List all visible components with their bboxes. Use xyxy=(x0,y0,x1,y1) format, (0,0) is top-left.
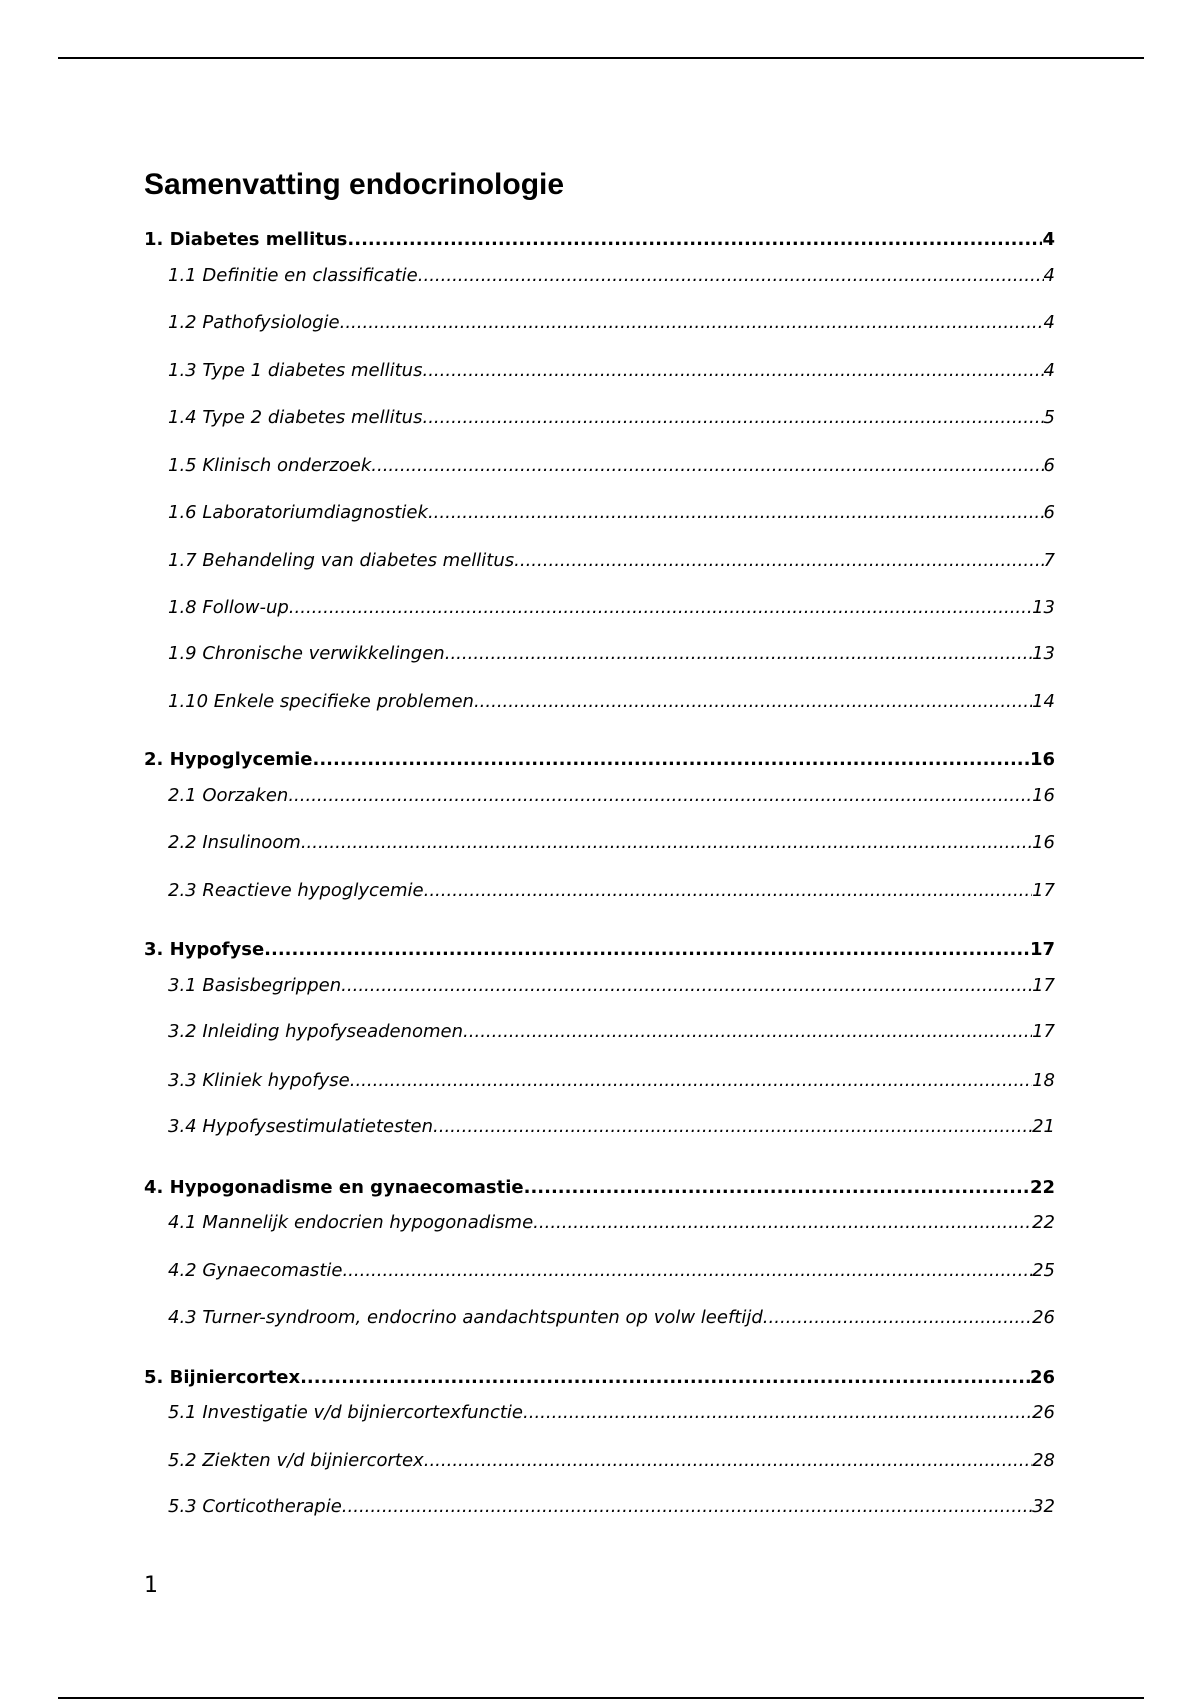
toc-leader-dots xyxy=(514,549,1043,573)
toc-entry-title: 5.1 Investigatie v/d bijniercortexfunctie xyxy=(168,1402,523,1423)
toc-entry-1-2[interactable] xyxy=(144,311,1055,335)
toc-entry-title: 3.1 Basisbegrippen xyxy=(168,975,342,996)
toc-leader-dots xyxy=(422,359,1043,383)
toc-entry-title: 2. Hypoglycemie xyxy=(144,749,313,770)
toc-entry-title: 3.3 Kliniek hypofyse xyxy=(168,1070,350,1091)
toc-leader-dots xyxy=(312,748,1029,772)
toc-entry-title: 4.3 Turner-syndroom, endocrino aandachtspunten op volw leeftijd xyxy=(168,1307,763,1328)
toc-leader-dots xyxy=(433,1115,1032,1139)
toc-entry-5-2[interactable] xyxy=(144,1449,1055,1473)
toc-entry-page: 18 xyxy=(1032,1070,1055,1091)
toc-entry-title: 4.1 Mannelijk endocrien hypogonadisme xyxy=(168,1212,534,1233)
toc-entry-1[interactable] xyxy=(144,228,1055,252)
toc-entry-title: 2.1 Oorzaken xyxy=(168,785,289,806)
toc-entry-page: 25 xyxy=(1032,1260,1055,1281)
toc-entry-title: 3.2 Inleiding hypofyseadenomen xyxy=(168,1021,464,1042)
toc-entry-5-1[interactable] xyxy=(144,1401,1055,1425)
toc-entry-title: 1.8 Follow-up xyxy=(168,597,289,618)
toc-entry-title: 5. Bijniercortex xyxy=(144,1367,301,1388)
toc-leader-dots xyxy=(428,501,1044,525)
toc-entry-title: 1.5 Klinisch onderzoek xyxy=(168,455,372,476)
toc-entry-page: 4 xyxy=(1043,265,1055,286)
toc-entry-page: 22 xyxy=(1032,1212,1055,1233)
page-title: Samenvatting endocrinologie xyxy=(144,168,565,201)
toc-leader-dots xyxy=(523,1401,1032,1425)
toc-entry-page: 28 xyxy=(1032,1450,1055,1471)
toc-entry-page: 17 xyxy=(1029,939,1055,960)
toc-leader-dots xyxy=(342,1495,1032,1519)
toc-entry-1-3[interactable] xyxy=(144,359,1055,383)
toc-entry-page: 16 xyxy=(1032,832,1055,853)
toc-entry-1-7[interactable] xyxy=(144,549,1055,573)
toc-entry-2-1[interactable] xyxy=(144,784,1055,808)
toc-leader-dots xyxy=(422,406,1043,430)
toc-entry-title: 1.2 Pathofysiologie xyxy=(168,312,340,333)
page-number: 1 xyxy=(144,1573,158,1598)
toc-leader-dots xyxy=(524,1176,1030,1200)
toc-entry-1-1[interactable] xyxy=(144,264,1055,288)
toc-entry-4-3[interactable] xyxy=(144,1306,1055,1330)
toc-entry-3-3[interactable] xyxy=(144,1069,1055,1093)
toc-entry-page: 4 xyxy=(1043,312,1055,333)
toc-entry-5[interactable] xyxy=(144,1366,1055,1390)
toc-entry-title: 5.2 Ziekten v/d bijniercortex xyxy=(168,1450,424,1471)
toc-leader-dots xyxy=(350,1069,1032,1093)
toc-entry-1-4[interactable] xyxy=(144,406,1055,430)
toc-entry-title: 1.7 Behandeling van diabetes mellitus xyxy=(168,550,515,571)
toc-leader-dots xyxy=(300,1366,1030,1390)
toc-entry-page: 6 xyxy=(1043,455,1055,476)
toc-entry-title: 1.10 Enkele specifieke problemen xyxy=(168,691,474,712)
toc-leader-dots xyxy=(289,596,1032,620)
toc-entry-page: 26 xyxy=(1029,1367,1055,1388)
toc-leader-dots xyxy=(341,974,1032,998)
toc-entry-2-3[interactable] xyxy=(144,879,1055,903)
toc-leader-dots xyxy=(763,1306,1032,1330)
toc-entry-title: 1.1 Definitie en classificatie xyxy=(168,265,418,286)
toc-entry-3[interactable] xyxy=(144,938,1055,962)
toc-leader-dots xyxy=(424,1449,1032,1473)
toc-entry-page: 4 xyxy=(1042,229,1055,250)
toc-entry-page: 6 xyxy=(1043,502,1055,523)
toc-entry-title: 1.3 Type 1 diabetes mellitus xyxy=(168,360,423,381)
toc-leader-dots xyxy=(424,879,1032,903)
toc-entry-title: 3. Hypofyse xyxy=(144,939,265,960)
table-of-contents xyxy=(144,0,1055,1700)
toc-entry-page: 13 xyxy=(1032,597,1055,618)
footer-rule xyxy=(58,1697,1144,1699)
toc-entry-title: 1.4 Type 2 diabetes mellitus xyxy=(168,407,423,428)
toc-leader-dots xyxy=(445,642,1032,666)
toc-leader-dots xyxy=(463,1020,1032,1044)
toc-entry-page: 5 xyxy=(1043,407,1055,428)
toc-leader-dots xyxy=(301,831,1032,855)
toc-entry-page: 22 xyxy=(1029,1177,1055,1198)
toc-entry-4-2[interactable] xyxy=(144,1259,1055,1283)
toc-entry-page: 16 xyxy=(1029,749,1055,770)
toc-entry-title: 4.2 Gynaecomastie xyxy=(168,1260,343,1281)
toc-entry-page: 14 xyxy=(1032,691,1055,712)
toc-leader-dots xyxy=(288,784,1032,808)
toc-entry-title: 2.3 Reactieve hypoglycemie xyxy=(168,880,424,901)
toc-leader-dots xyxy=(340,311,1044,335)
toc-leader-dots xyxy=(418,264,1044,288)
toc-entry-title: 4. Hypogonadisme en gynaecomastie xyxy=(144,1177,524,1198)
toc-entry-page: 13 xyxy=(1032,643,1055,664)
toc-entry-title: 1. Diabetes mellitus xyxy=(144,229,348,250)
toc-entry-page: 16 xyxy=(1032,785,1055,806)
toc-leader-dots xyxy=(533,1211,1032,1235)
toc-entry-page: 17 xyxy=(1032,880,1055,901)
toc-leader-dots xyxy=(474,690,1032,714)
toc-leader-dots xyxy=(347,228,1042,252)
toc-entry-5-3[interactable] xyxy=(144,1495,1055,1519)
toc-entry-page: 32 xyxy=(1032,1496,1055,1517)
toc-entry-title: 1.9 Chronische verwikkelingen xyxy=(168,643,445,664)
toc-entry-page: 17 xyxy=(1032,975,1055,996)
toc-entry-1-9[interactable] xyxy=(144,642,1055,666)
toc-entry-1-5[interactable] xyxy=(144,454,1055,478)
toc-entry-2-2[interactable] xyxy=(144,831,1055,855)
toc-leader-dots xyxy=(342,1259,1032,1283)
toc-entry-4-1[interactable] xyxy=(144,1211,1055,1235)
toc-entry-page: 21 xyxy=(1032,1116,1055,1137)
toc-entry-1-6[interactable] xyxy=(144,501,1055,525)
toc-entry-3-1[interactable] xyxy=(144,974,1055,998)
toc-entry-3-2[interactable] xyxy=(144,1020,1055,1044)
toc-entry-title: 2.2 Insulinoom xyxy=(168,832,301,853)
toc-entry-3-4[interactable] xyxy=(144,1115,1055,1139)
toc-entry-1-8[interactable] xyxy=(144,596,1055,620)
toc-leader-dots xyxy=(371,454,1043,478)
toc-leader-dots xyxy=(264,938,1030,962)
toc-entry-page: 17 xyxy=(1032,1021,1055,1042)
toc-entry-title: 5.3 Corticotherapie xyxy=(168,1496,342,1517)
toc-entry-page: 4 xyxy=(1043,360,1055,381)
toc-entry-page: 26 xyxy=(1032,1402,1055,1423)
toc-entry-2[interactable] xyxy=(144,748,1055,772)
toc-entry-page: 26 xyxy=(1032,1307,1055,1328)
toc-entry-page: 7 xyxy=(1043,550,1055,571)
toc-entry-title: 1.6 Laboratoriumdiagnostiek xyxy=(168,502,428,523)
toc-entry-4[interactable] xyxy=(144,1176,1055,1200)
toc-entry-title: 3.4 Hypofysestimulatietesten xyxy=(168,1116,434,1137)
toc-entry-1-10[interactable] xyxy=(144,690,1055,714)
